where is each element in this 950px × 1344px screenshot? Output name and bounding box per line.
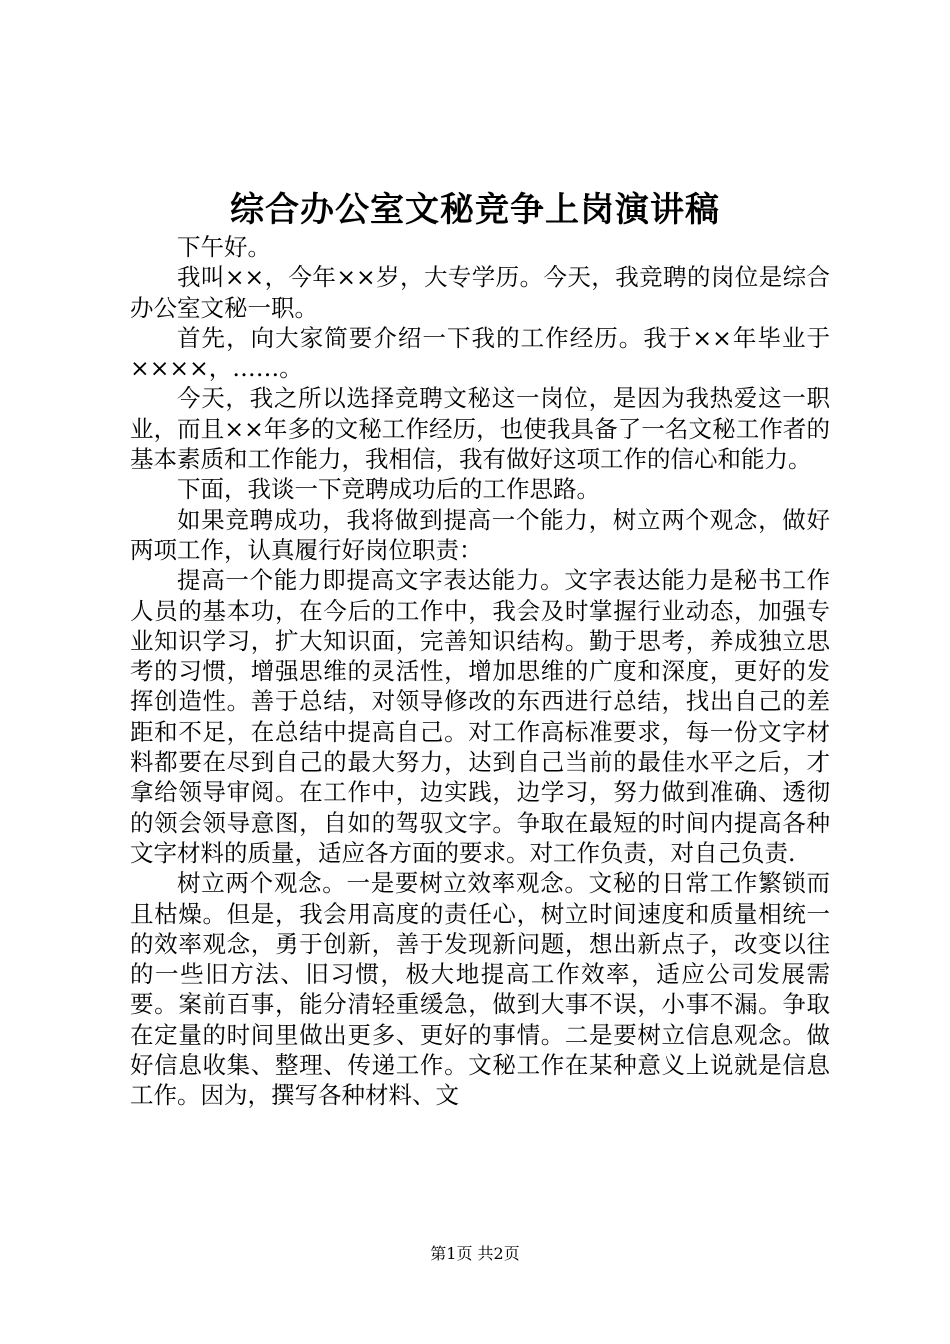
document-title: 综合办公室文秘竞争上岗演讲稿	[230, 190, 720, 230]
document-body	[130, 232, 830, 1111]
paragraph-self-intro: 我叫××，今年××岁，大专学历。今天，我竞聘的岗位是综合办公室文秘一职。	[130, 263, 830, 322]
paragraph-transition: 下面，我谈一下竞聘成功后的工作思路。	[177, 475, 600, 504]
paragraph-plan-overview: 如果竞聘成功，我将做到提高一个能力，树立两个观念，做好两项工作，认真履行好岗位职责：	[130, 505, 830, 564]
page-footer: 第1页 共2页	[430, 1244, 520, 1263]
paragraph-work-history: 首先，向大家简要介绍一下我的工作经历。我于××年毕业于××××，……。	[130, 323, 830, 383]
paragraph-greeting: 下午好。	[177, 233, 271, 261]
paragraph-two-concepts: 树立两个观念。一是要树立效率观念。文秘的日常工作繁锁而且枯燥。但是，我会用高度的责任心，树立时间速度和质量相统一的效率观念，勇于创新，善于发现新问题，想出新点子，改变以往的一些旧方法、旧习惯，极大地提高工作效率，适应公司发展需要。案前百事，能分清轻重缓急，做到大事不误，小事不漏。争取在定量的时间里做出更多、更好的事情。二是要树立信息观念。做好信息收集、整理、传递工作。文秘工作在某种意义上说就是信息工作。因为，撰写各种材料、文	[130, 869, 830, 1110]
paragraph-motivation: 今天，我之所以选择竞聘文秘这一岗位，是因为我热爱这一职业，而且××年多的文秘工作经历，也使我具备了一名文秘工作者的基本素质和工作能力，我相信，我有做好这项工作的信心和能力。	[130, 384, 830, 474]
paragraph-writing-ability: 提高一个能力即提高文字表达能力。文字表达能力是秘书工作人员的基本功，在今后的工作中，我会及时掌握行业动态，加强专业知识学习，扩大知识面，完善知识结构。勤于思考，养成独立思考的习惯，增强思维的灵活性，增加思维的广度和深度，更好的发挥创造性。善于总结，对领导修改的东西进行总结，找出自己的差距和不足，在总结中提高自己。对工作高标准要求，每一份文字材料都要在尽到自己的最大努力，达到自己当前的最佳水平之后，才拿给领导审阅。在工作中，边实践，边学习，努力做到准确、透彻的领会领导意图，自如的驾驭文字。争取在最短的时间内提高各种文字材料的质量，适应各方面的要求。对工作负责，对自己负责.	[130, 566, 830, 867]
